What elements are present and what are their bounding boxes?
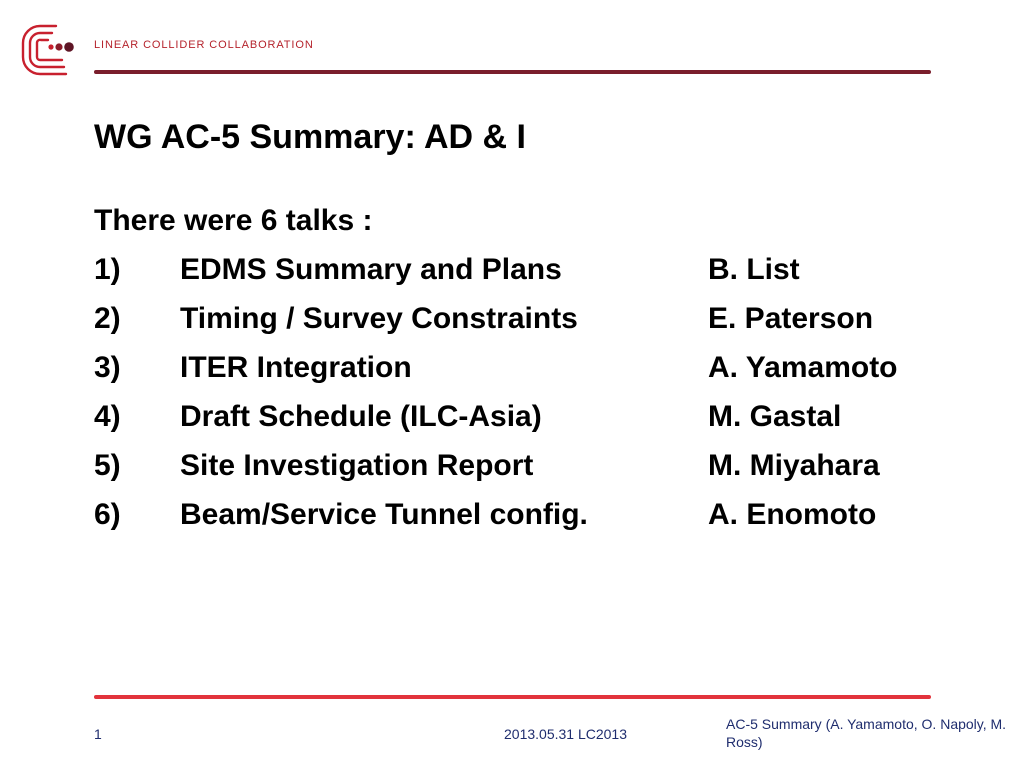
talk-speaker: M. Gastal	[708, 400, 842, 433]
talk-number: 1)	[94, 253, 121, 286]
page-number: 1	[94, 726, 102, 742]
talk-item	[94, 351, 954, 400]
slide-title: WG AC-5 Summary: AD & I	[94, 118, 526, 156]
talk-item	[94, 302, 954, 351]
talk-number: 3)	[94, 351, 121, 384]
talk-item	[94, 253, 954, 302]
talk-item	[94, 449, 954, 498]
talk-speaker: E. Paterson	[708, 302, 874, 335]
talk-number: 2)	[94, 302, 121, 335]
talk-number: 5)	[94, 449, 121, 482]
footer-divider	[94, 695, 931, 699]
talk-speaker: M. Miyahara	[708, 449, 880, 482]
talk-list	[94, 253, 954, 547]
talk-speaker: B. List	[708, 253, 800, 286]
footer-authors: AC-5 Summary (A. Yamamoto, O. Napoly, M. Ross)	[726, 716, 1007, 750]
talk-title: EDMS Summary and Plans	[180, 253, 562, 286]
talk-number: 6)	[94, 498, 121, 531]
talk-title: ITER Integration	[180, 351, 412, 384]
lc-logo-icon	[20, 20, 80, 80]
talk-item	[94, 498, 954, 547]
talks-intro: There were 6 talks :	[94, 204, 373, 237]
talk-title: Site Investigation Report	[180, 449, 534, 482]
talk-speaker: A. Enomoto	[708, 498, 877, 531]
talk-title: Timing / Survey Constraints	[180, 302, 578, 335]
talk-item	[94, 400, 954, 449]
footer-date: 2013.05.31 LC2013	[504, 726, 627, 742]
talk-speaker: A. Yamamoto	[708, 351, 898, 384]
talk-number: 4)	[94, 400, 121, 433]
organization-name: LINEAR COLLIDER COLLABORATION	[94, 39, 314, 51]
header-divider	[94, 70, 931, 74]
talk-title: Beam/Service Tunnel config.	[180, 498, 588, 531]
talk-title: Draft Schedule (ILC-Asia)	[180, 400, 542, 433]
